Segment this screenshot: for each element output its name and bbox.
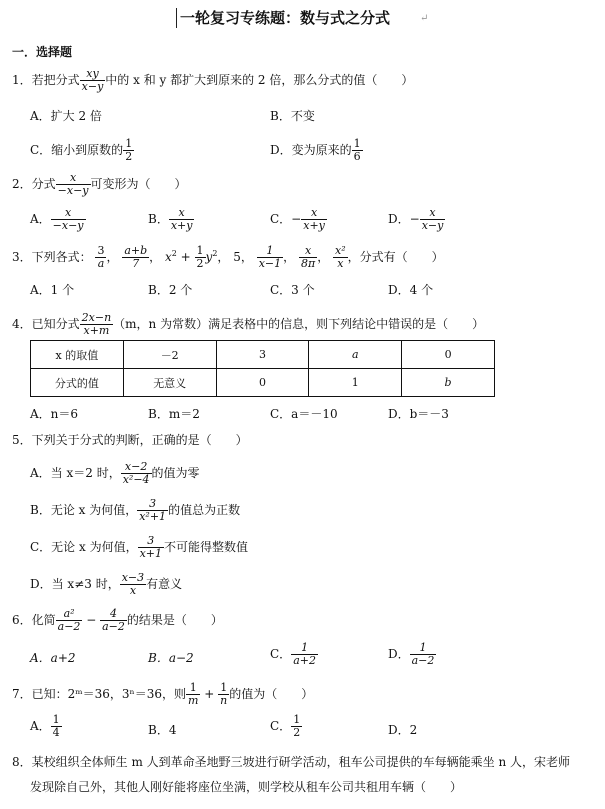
table-cell: 无意义 <box>123 369 216 397</box>
question-3: 3．下列各式： $\frac{3}{a}$ ， $\frac{a+b}{7}$ ， $x^2$ + $\frac{1}{2}$ $y^2$， 5， $\frac{1}{x-1}$ ， $\frac{x}{8\pi}$ ， $\frac{\text{x²}}{x}$ ，分式有（ ） <box>12 244 444 271</box>
q6-option-b: B．a−2 <box>148 651 194 665</box>
question-7: 7．已知：2ᵐ＝36，3ⁿ＝36，则 $\frac{1}{m}$ + $\frac{1}{n}$ 的值为（ ） <box>12 681 314 708</box>
value-table <box>30 340 495 397</box>
table-cell: 3 <box>216 341 309 369</box>
question-6: 6．化简 $\frac{\text{a²}}{a-2}$ − $\frac{4}{a-2}$ 的结果是（ ） <box>12 607 223 634</box>
question-8: 8．某校组织全体师生 m 人到革命圣地野三坡进行研学活动，租车公司提供的车每辆能乘坐 n 人，宋老师 <box>12 755 571 769</box>
q4-option-b: B．m＝2 <box>148 407 200 421</box>
section-heading: 一．选择题 <box>12 45 73 59</box>
table-cell: 1 <box>309 369 402 397</box>
q4-option-d: D．b＝－3 <box>388 407 449 421</box>
table-cell: b <box>402 369 495 397</box>
q7-option-d: D．2 <box>388 723 418 737</box>
question-1: 1．若把分式 $\frac{xy}{x-y}$ 中的 x 和 y 都扩大到原来的 2 倍，那么分式的值（ ） <box>12 67 414 94</box>
q5-option-c: C．无论 x 为何值， $\frac{3}{x+1}$ 不可能得整数值 <box>30 534 249 561</box>
q1-option-d: D．变为原来的 $\frac{1}{6}$ <box>270 137 361 164</box>
q5-option-a: A．当 x＝2 时， $\frac{x-2}{\text{x²−4}}$ 的值为零 <box>30 460 200 487</box>
q6-option-c: C． $\frac{1}{a+2}$ <box>270 641 316 668</box>
table-cell: 0 <box>216 369 309 397</box>
q1-option-b: B．不变 <box>270 109 315 123</box>
q3-option-d: D．4 个 <box>388 283 434 297</box>
q3-option-a: A．1 个 <box>30 283 75 297</box>
q2-option-d: D．− $\frac{x}{x-y}$ <box>388 206 444 233</box>
page-title: 一轮复习专练题：数与式之分式 <box>180 9 391 27</box>
q2-option-c: C．− $\frac{x}{x+y}$ <box>270 206 325 233</box>
q2-option-a: A． $\frac{x}{-x-y}$ <box>30 206 84 233</box>
q5-option-d: D．当 x≠3 时， $\frac{x-3}{x}$ 有意义 <box>30 571 183 598</box>
question-4: 4．已知分式 $\frac{2x-n}{x+m}$ （m，n 为常数）满足表格中的信息，则下列结论中错误的是（ ） <box>12 311 485 338</box>
q4-option-a: A．n＝6 <box>30 407 79 421</box>
q3-option-b: B．2 个 <box>148 283 193 297</box>
table-cell: a <box>309 341 402 369</box>
q6-option-d: D． $\frac{1}{a-2}$ <box>388 641 435 668</box>
q3-option-c: C．3 个 <box>270 283 315 297</box>
table-cell: －2 <box>123 341 216 369</box>
q4-option-c: C．a＝－10 <box>270 407 338 421</box>
q5-option-b: B．无论 x 为何值， $\frac{3}{\text{x²+1}}$ 的值总为正数 <box>30 497 241 524</box>
table-cell: 分式的值 <box>31 369 124 397</box>
q7-option-c: C． $\frac{1}{2}$ <box>270 713 301 740</box>
q6-option-a: A．a+2 <box>30 651 76 665</box>
q7-option-b: B．4 <box>148 723 177 737</box>
text-cursor <box>176 8 177 28</box>
q1-option-a: A．扩大 2 倍 <box>30 109 102 123</box>
question-5: 5．下列关于分式的判断，正确的是（ ） <box>12 433 248 447</box>
question-2: 2．分式 $\frac{x}{-x-y}$ 可变形为（ ） <box>12 171 187 198</box>
paragraph-mark-icon: ↵ <box>420 13 429 24</box>
fraction: $\frac{xy}{x-y}$ <box>81 67 104 94</box>
q7-option-a: A． $\frac{1}{4}$ <box>30 713 60 740</box>
table-row <box>31 369 495 397</box>
q2-option-b: B． $\frac{x}{x+y}$ <box>148 206 193 233</box>
table-cell: 0 <box>402 341 495 369</box>
question-8-continued: 发现除自己外，其他人刚好能将座位坐满，则学校从租车公司共租用车辆（ ） <box>30 780 463 794</box>
q1-option-c: C．缩小到原数的 $\frac{1}{2}$ <box>30 137 133 164</box>
table-row <box>31 341 495 369</box>
table-cell: x 的取值 <box>31 341 124 369</box>
